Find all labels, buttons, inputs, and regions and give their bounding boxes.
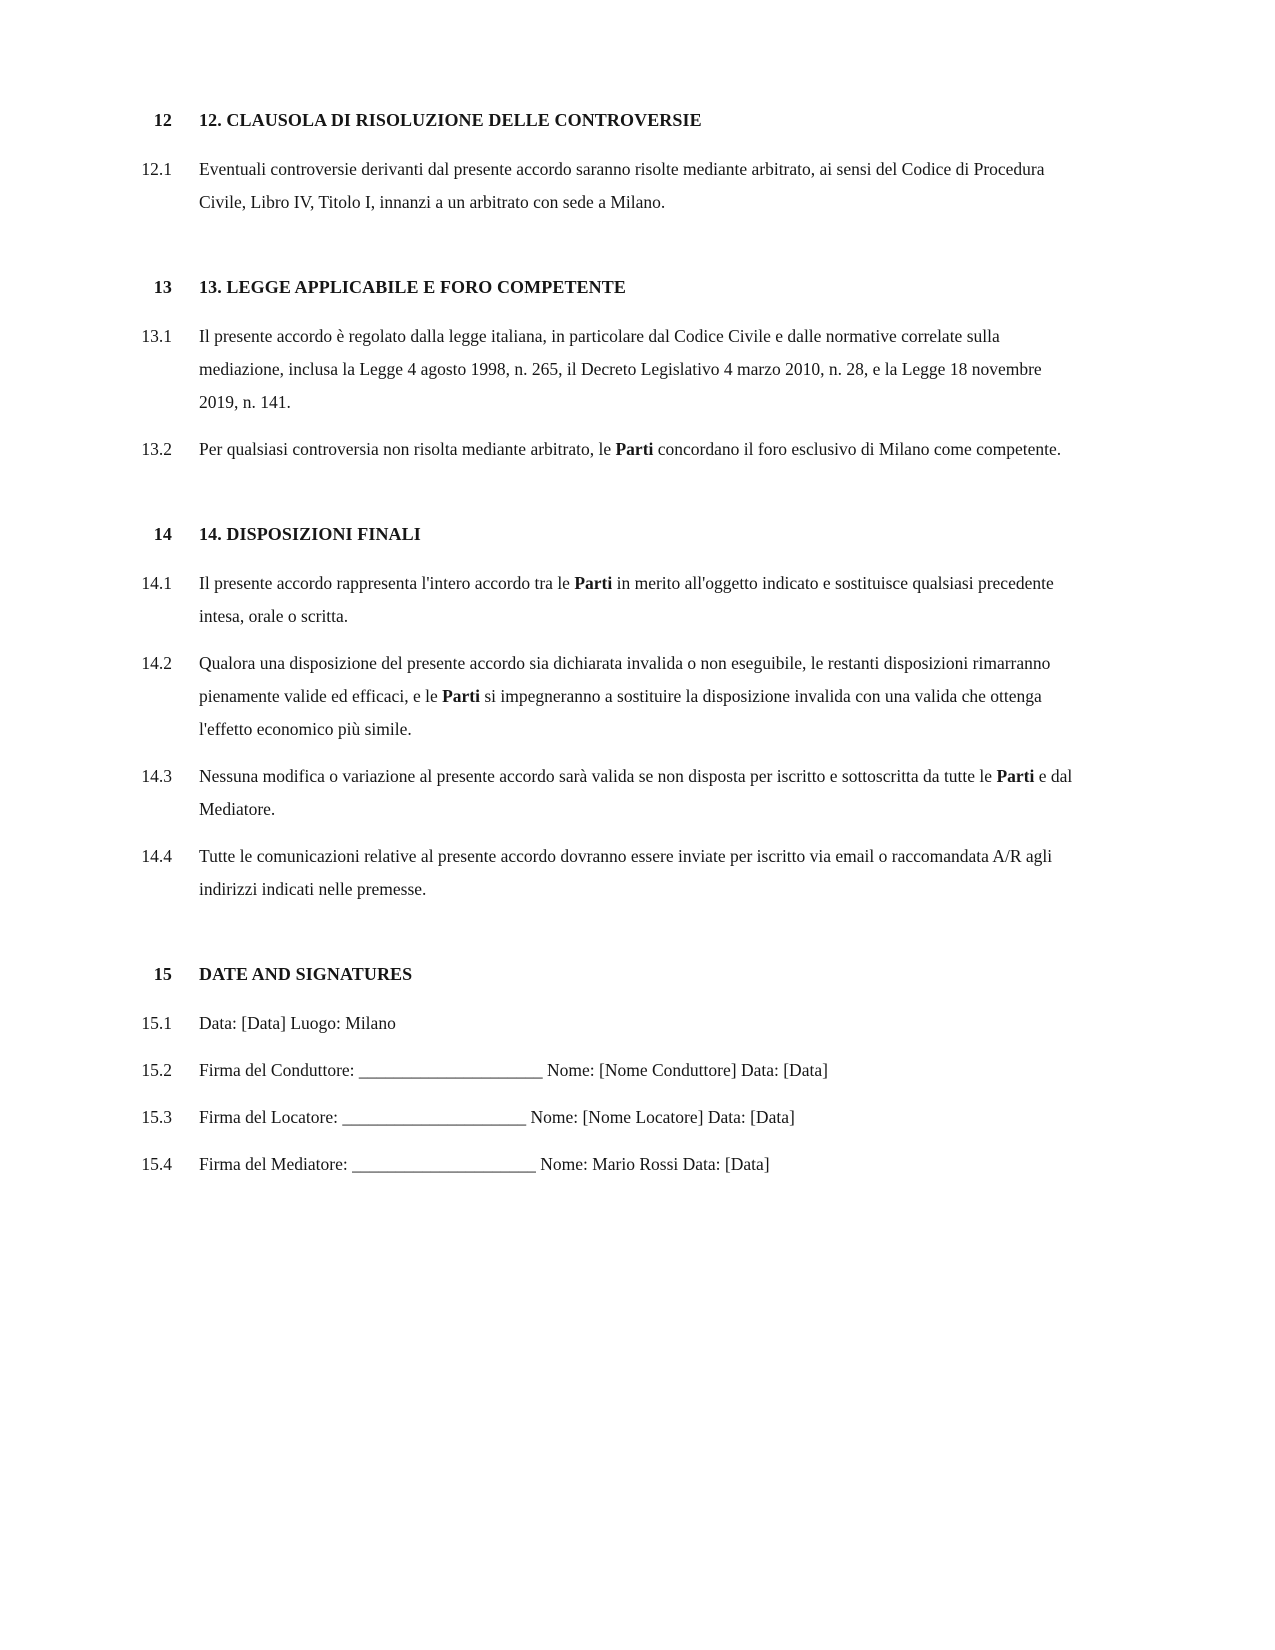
clause-number: 15.3 bbox=[141, 1107, 172, 1127]
section-number: 14 bbox=[153, 524, 172, 544]
section-title: 13. LEGGE APPLICABILE E FORO COMPETENTE bbox=[199, 277, 626, 297]
clause-number: 14.2 bbox=[141, 653, 172, 673]
clause-text: Qualora una disposizione del presente accordo sia dichiarata invalida o non eseguibile, le restanti disposizioni rimarranno pienamente valide ed efficaci, e le Parti si impegneranno a sostituire la disposizione invalida con una valida che ottenga l'effetto economico più simile. bbox=[199, 653, 1051, 739]
clause-text: Tutte le comunicazioni relative al presente accordo dovranno essere inviate per iscritto via email o raccomandata A/R agli indirizzi indicati nelle premesse. bbox=[199, 846, 1053, 899]
clause-text: Per qualsiasi controversia non risolta mediante arbitrato, le Parti concordano il foro esclusivo di Milano come competente. bbox=[199, 439, 1062, 459]
clause-row bbox=[0, 1007, 1275, 1040]
clause-row bbox=[0, 1101, 1275, 1134]
clause-row bbox=[0, 647, 1275, 746]
clause-text: Firma del Mediatore: _____________________ Nome: Mario Rossi Data: [Data] bbox=[199, 1154, 770, 1174]
clause-row bbox=[0, 840, 1275, 906]
section-number: 12 bbox=[153, 110, 172, 130]
clause-text: Data: [Data] Luogo: Milano bbox=[199, 1013, 396, 1033]
section-heading-row bbox=[0, 271, 1275, 304]
clause-text: Eventuali controversie derivanti dal presente accordo saranno risolte mediante arbitrato, ai sensi del Codice di Procedura Civile, Libro IV, Titolo I, innanzi a un arbitrato con sede a Milano. bbox=[199, 159, 1045, 212]
clause-number: 12.1 bbox=[141, 159, 172, 179]
document-section bbox=[0, 958, 1275, 1181]
section-heading-row bbox=[0, 104, 1275, 137]
clause-text: Il presente accordo è regolato dalla legge italiana, in particolare dal Codice Civile e dalle normative correlate sulla mediazione, inclusa la Legge 4 agosto 1998, n. 265, il Decreto Legislativo 4 marzo 2010, n. 28, e la Legge 18 novembre 2019, n. 141. bbox=[199, 326, 1042, 412]
clause-text: Il presente accordo rappresenta l'intero accordo tra le Parti in merito all'oggetto indicato e sostituisce qualsiasi precedente intesa, orale o scritta. bbox=[199, 573, 1054, 626]
clause-number: 14.3 bbox=[141, 766, 172, 786]
clause-row bbox=[0, 153, 1275, 219]
clause-text: Firma del Conduttore: _____________________ Nome: [Nome Conduttore] Data: [Data] bbox=[199, 1060, 828, 1080]
document-section bbox=[0, 271, 1275, 466]
clause-number: 15.1 bbox=[141, 1013, 172, 1033]
clause-text: Firma del Locatore: _____________________ Nome: [Nome Locatore] Data: [Data] bbox=[199, 1107, 795, 1127]
clause-row bbox=[0, 433, 1275, 466]
clause-number: 14.4 bbox=[141, 846, 172, 866]
document-body bbox=[0, 104, 1275, 1181]
section-heading-row bbox=[0, 958, 1275, 991]
section-number: 13 bbox=[153, 277, 172, 297]
document-section bbox=[0, 104, 1275, 219]
clause-number: 15.4 bbox=[141, 1154, 172, 1174]
clause-number: 13.1 bbox=[141, 326, 172, 346]
clause-row bbox=[0, 1054, 1275, 1087]
clause-number: 13.2 bbox=[141, 439, 172, 459]
clause-text: Nessuna modifica o variazione al presente accordo sarà valida se non disposta per iscritto e sottoscritta da tutte le Parti e dal Mediatore. bbox=[199, 766, 1073, 819]
clause-row bbox=[0, 567, 1275, 633]
clause-row bbox=[0, 320, 1275, 419]
clause-number: 14.1 bbox=[141, 573, 172, 593]
section-heading-row bbox=[0, 518, 1275, 551]
section-title: 12. CLAUSOLA DI RISOLUZIONE DELLE CONTROVERSIE bbox=[199, 110, 702, 130]
clause-row bbox=[0, 760, 1275, 826]
document-section bbox=[0, 518, 1275, 906]
clause-number: 15.2 bbox=[141, 1060, 172, 1080]
section-title: DATE AND SIGNATURES bbox=[199, 964, 413, 984]
section-number: 15 bbox=[153, 964, 172, 984]
section-title: 14. DISPOSIZIONI FINALI bbox=[199, 524, 421, 544]
clause-row bbox=[0, 1148, 1275, 1181]
